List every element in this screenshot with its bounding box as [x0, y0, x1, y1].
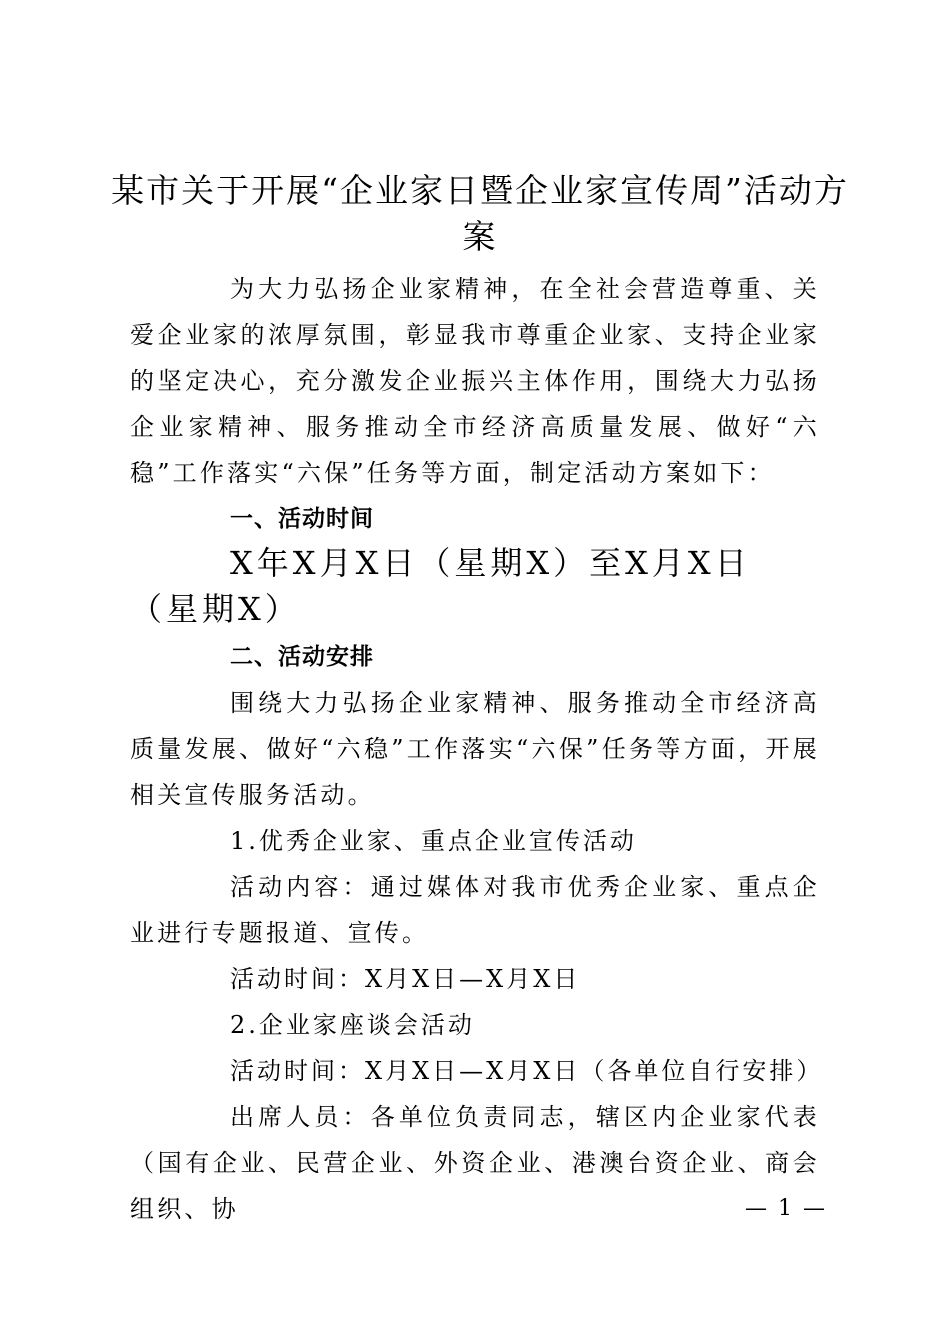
item2-time: 活动时间：X月X日—X月X日（各单位自行安排）	[230, 1057, 824, 1085]
arrangement-paragraph: 围绕大力弘扬企业家精神、服务推动全市经济高质量发展、做好“六稳”工作落实“六保”任务等方面，开展相关宣传服务活动。	[130, 689, 820, 809]
section-heading-time: 一、活动时间	[230, 506, 374, 532]
intro-paragraph: 为大力弘扬企业家精神，在全社会营造尊重、关爱企业家的浓厚氛围，彰显我市尊重企业家、支持企业家的坚定决心，充分激发企业振兴主体作用，围绕大力弘扬企业家精神、服务推动全市经济高质量发展、做好“六稳”工作落实“六保”任务等方面，制定活动方案如下：	[130, 275, 820, 487]
item2-title: 2.企业家座谈会活动	[230, 1011, 475, 1039]
item1-title: 1.优秀企业家、重点企业宣传活动	[230, 827, 637, 855]
section-heading-arrangement: 二、活动安排	[230, 644, 374, 670]
item1-content: 活动内容：通过媒体对我市优秀企业家、重点企业进行专题报道、宣传。	[130, 873, 820, 947]
item1-time: 活动时间：X月X日—X月X日	[230, 965, 581, 993]
item2-attendees: 出席人员：各单位负责同志，辖区内企业家代表（国有企业、民营企业、外资企业、港澳台资企业、商会组织、协	[130, 1103, 820, 1223]
activity-date-range: X年X月X日（星期X）至X月X日（星期X）	[130, 544, 751, 628]
document-title: 某市关于开展“企业家日暨企业家宣传周”活动方案	[111, 171, 849, 256]
page-number: — 1 —	[745, 1196, 827, 1221]
